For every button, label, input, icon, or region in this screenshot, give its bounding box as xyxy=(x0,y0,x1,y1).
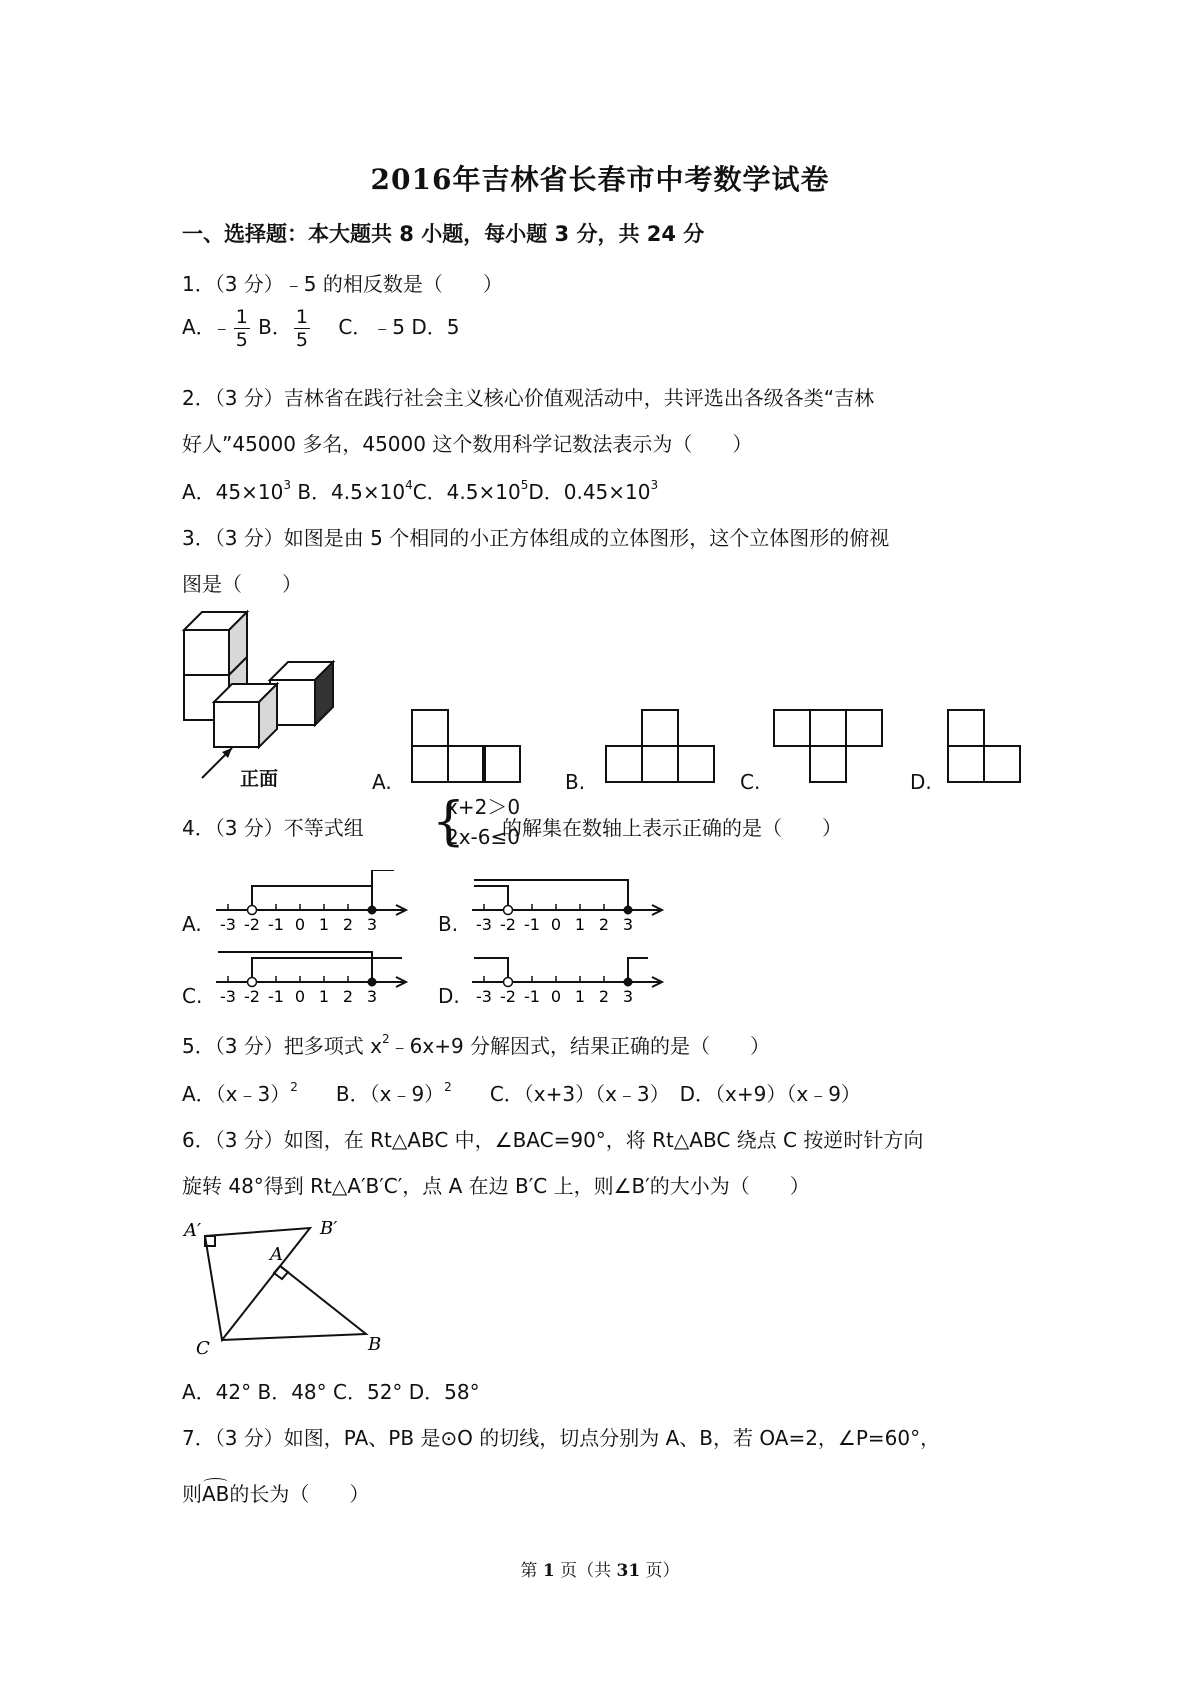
page-footer: 第 1 页（共 31 页） xyxy=(520,1561,680,1581)
q6-label-A: A xyxy=(270,1244,283,1265)
page-title: 2016年吉林省长春市中考数学试卷 xyxy=(370,163,830,196)
axis-tick-label: 3 xyxy=(622,915,634,934)
axis-tick-label: -3 xyxy=(476,915,492,934)
q1-optCD: C．﹣5 D．5 xyxy=(338,315,460,339)
q5-stem: 5．（3 分）把多项式 $x^2﹣6x+9$ 分解因式，结果正确的是（ ） xyxy=(182,1032,771,1058)
q3-optD-grid xyxy=(946,708,1026,788)
open-point-icon xyxy=(248,906,257,915)
q1-optA-prefix: A． xyxy=(182,315,216,339)
axis-tick-label: -3 xyxy=(220,987,236,1006)
q1-optB-fraction: $\frac{1}{5}$ xyxy=(295,306,308,351)
q6-triangle-figure xyxy=(180,1216,400,1356)
q4-inequality-system: { x+2＞0 2x-6≤0 xyxy=(432,792,521,852)
q4-optC-number-line xyxy=(216,942,412,1008)
open-point-icon xyxy=(248,978,257,987)
q3-front-label: 正面 xyxy=(240,768,279,790)
axis-tick-label: 2 xyxy=(598,987,610,1006)
q1-options: A．﹣ $\frac{1}{5}$ B． $\frac{1}{5}$ C．﹣5 D．5 xyxy=(182,306,460,351)
q4-optD-label: D. xyxy=(438,984,460,1008)
q7-stem-line1: 7．（3 分）如图，PA、PB 是⊙O 的切线，切点分别为 A、B，若 OA=2，∠P=60°， xyxy=(182,1426,941,1450)
q4-optC-label: C. xyxy=(182,984,203,1008)
open-point-icon xyxy=(504,906,513,915)
q4-optD-number-line xyxy=(472,942,668,1008)
axis-tick-label: 2 xyxy=(342,987,354,1006)
axis-tick-label: 0 xyxy=(550,987,562,1006)
q7-stem-line2: 则AB的长为（ ） xyxy=(182,1482,370,1506)
q4-optB-label: B. xyxy=(438,912,459,936)
q6-label-B1: B′ xyxy=(320,1218,338,1239)
q4-optA-number-line xyxy=(216,870,412,936)
q1-stem: 1．（3 分）﹣5 的相反数是（ ） xyxy=(182,272,503,296)
q6-options: A．42° B．48° C．52° D．58° xyxy=(182,1380,480,1404)
axis-tick-label: 2 xyxy=(598,915,610,934)
current-page-number: 1 xyxy=(542,1561,555,1581)
q2-stem-line1: 2．（3 分）吉林省在践行社会主义核心价值观活动中，共评选出各级各类“吉林 xyxy=(182,386,875,410)
q6-stem-line1: 6．（3 分）如图，在 Rt△ABC 中，∠BAC=90°，将 Rt△ABC 绕点 C 按逆时针方向 xyxy=(182,1128,924,1152)
q4-optA-label: A. xyxy=(182,912,202,936)
q3-stem-line2: 图是（ ） xyxy=(182,572,302,596)
q7-arc-label: AB xyxy=(202,1482,230,1506)
axis-tick-label: 1 xyxy=(574,915,586,934)
axis-tick-label: 0 xyxy=(294,987,306,1006)
axis-tick-label: -1 xyxy=(524,915,540,934)
q6-stem-line2: 旋转 48°得到 Rt△A′B′C′，点 A 在边 B′C 上，则∠B′的大小为（ ） xyxy=(182,1174,810,1198)
q6-label-C: C xyxy=(196,1338,210,1356)
solid-point-icon xyxy=(368,906,377,915)
q3-cube-figure xyxy=(180,608,350,784)
axis-tick-label: -1 xyxy=(268,987,284,1006)
q2-options: A．$45\times 10^3$ B．$4.5\times 10^4C$．$4.5\times 10^5D$．$0.45\times 10^3$ xyxy=(182,478,659,504)
q6-label-B: B xyxy=(368,1334,382,1355)
q6-label-A1: A′ xyxy=(184,1220,202,1241)
axis-tick-label: -2 xyxy=(500,915,516,934)
total-page-count: 31 xyxy=(616,1561,641,1581)
axis-tick-label: -1 xyxy=(268,915,284,934)
q3-optD-label: D. xyxy=(910,770,932,794)
axis-tick-label: 1 xyxy=(318,987,330,1006)
q3-optB-label: B. xyxy=(565,770,586,794)
q3-optB-grid xyxy=(604,708,718,788)
q4-optB-number-line xyxy=(472,870,668,936)
q3-optC-grid xyxy=(772,708,886,788)
q3-optC-label: C. xyxy=(740,770,761,794)
axis-tick-label: -2 xyxy=(500,987,516,1006)
solid-point-icon xyxy=(624,978,633,987)
axis-tick-label: -2 xyxy=(244,915,260,934)
axis-tick-label: 2 xyxy=(342,915,354,934)
q5-options: A．（x﹣3）$^2$ B．（x﹣9）$^2$ C．（x+3）（x﹣3） D．（x+9）（x﹣9） xyxy=(182,1080,861,1106)
q1-optA-fraction: $\frac{1}{5}$ xyxy=(235,306,248,351)
axis-tick-label: -3 xyxy=(220,915,236,934)
q3-stem-line1: 3．（3 分）如图是由 5 个相同的小正方体组成的立体图形，这个立体图形的俯视 xyxy=(182,526,890,550)
q3-optA-label: A. xyxy=(372,770,392,794)
q4-stem-suffix: 的解集在数轴上表示正确的是（ ） xyxy=(502,816,842,840)
axis-tick-label: 1 xyxy=(318,915,330,934)
section-heading: 一、选择题：本大题共 8 小题，每小题 3 分，共 24 分 xyxy=(182,222,705,246)
axis-tick-label: 3 xyxy=(366,915,378,934)
axis-tick-label: -2 xyxy=(244,987,260,1006)
solid-point-icon xyxy=(368,978,377,987)
axis-tick-label: 0 xyxy=(294,915,306,934)
q4-stem-prefix: 4．（3 分）不等式组 xyxy=(182,816,364,840)
q1-optB-prefix: B． xyxy=(258,315,292,339)
axis-tick-label: -1 xyxy=(524,987,540,1006)
solid-point-icon xyxy=(624,906,633,915)
axis-tick-label: 1 xyxy=(574,987,586,1006)
brace-icon: { xyxy=(432,792,466,852)
q2-stem-line2: 好人”45000 多名，45000 这个数用科学记数法表示为（ ） xyxy=(182,432,753,456)
axis-tick-label: 3 xyxy=(366,987,378,1006)
axis-tick-label: -3 xyxy=(476,987,492,1006)
axis-tick-label: 3 xyxy=(622,987,634,1006)
open-point-icon xyxy=(504,978,513,987)
axis-tick-label: 0 xyxy=(550,915,562,934)
q3-optA-grid xyxy=(410,708,528,788)
